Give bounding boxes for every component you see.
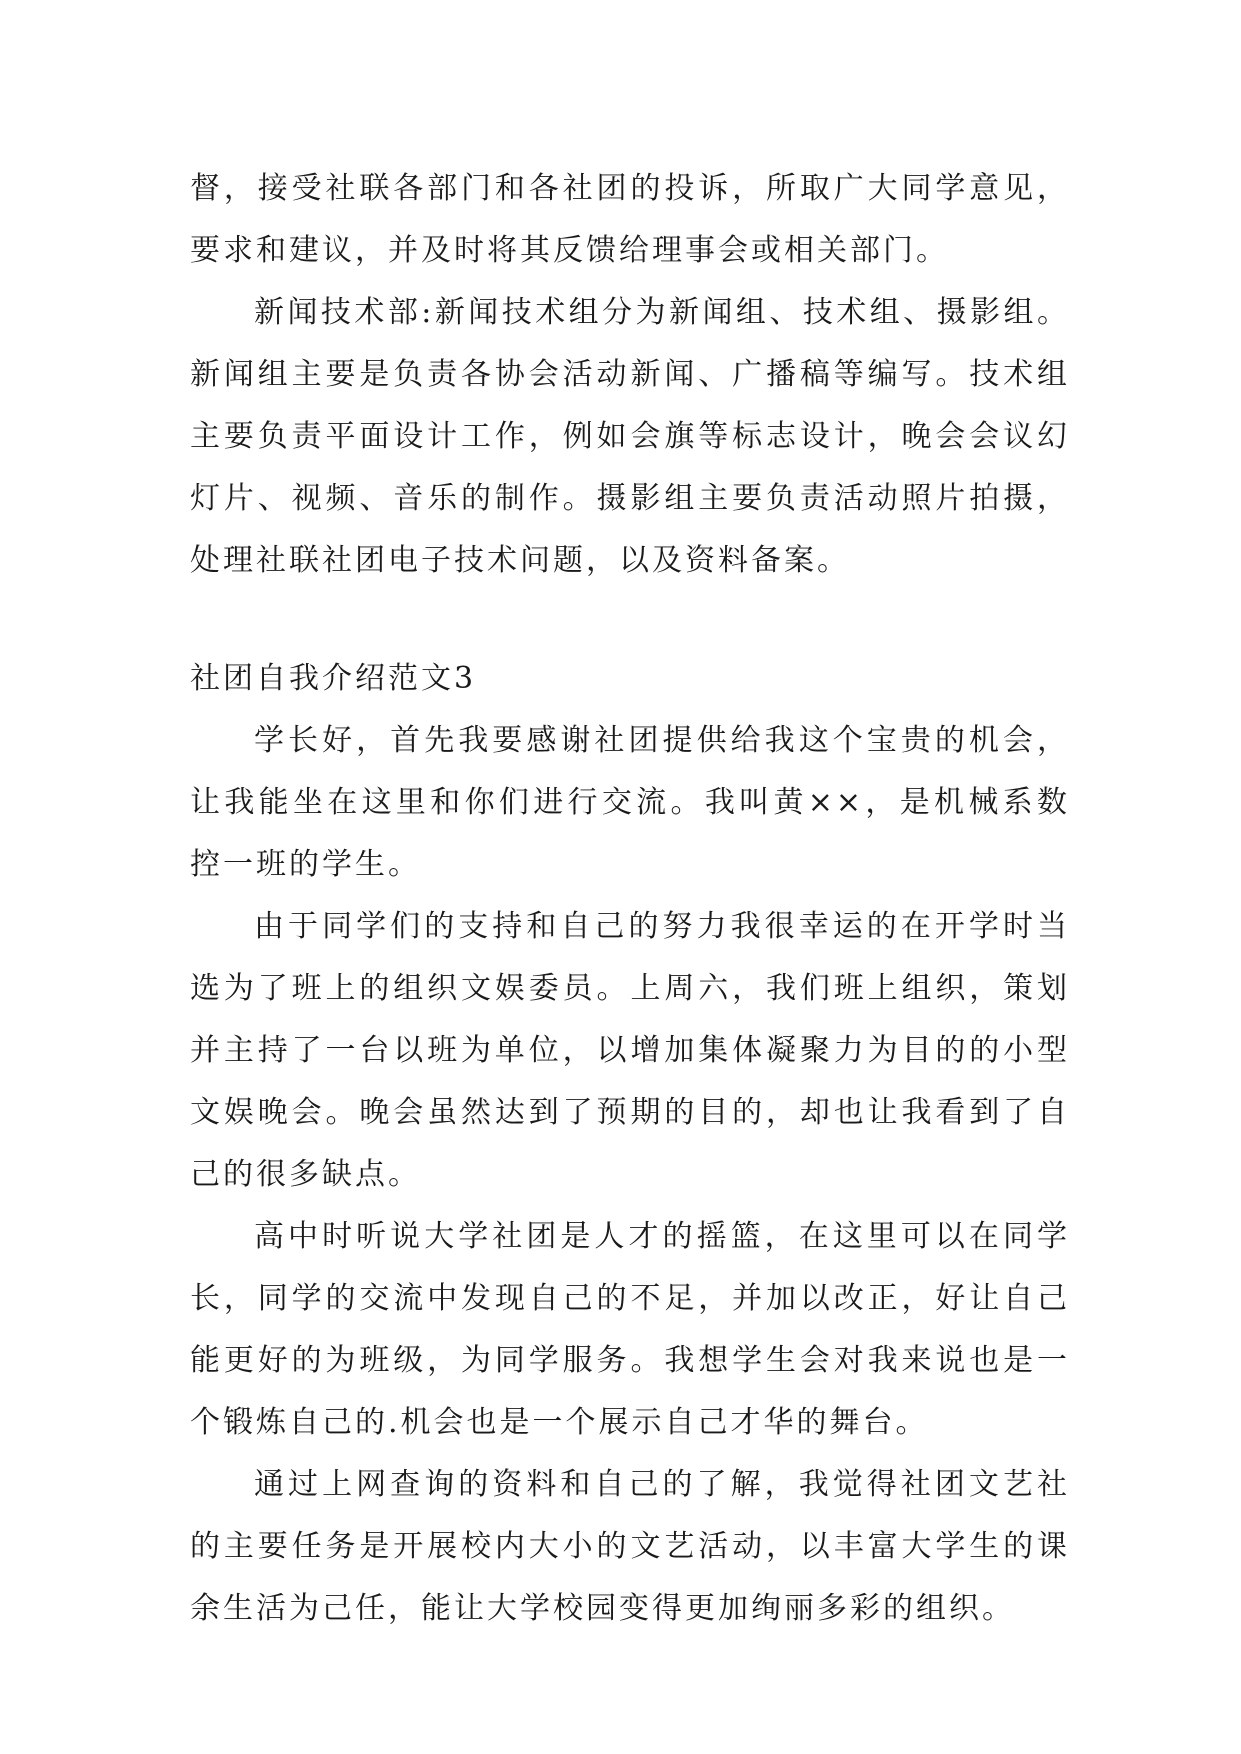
paragraph-news-tech-department: 新闻技术部:新闻技术组分为新闻组、技术组、摄影组。新闻组主要是负责各协会活动新闻、广播稿等编写。技术组主要负责平面设计工作，例如会旗等标志设计，晚会会议幻灯片、视频、音乐的制作。摄影组主要负责活动照片拍摄，处理社联社团电子技术问题，以及资料备案。 (190, 295, 1070, 578)
paragraph-class-committee: 由于同学们的支持和自己的努力我很幸运的在开学时当选为了班上的组织文娱委员。上周六，我们班上组织，策划并主持了一台以班为单位，以增加集体凝聚力为目的的小型文娱晚会。晚会虽然达到了预期的目的，却也让我看到了自己的很多缺点。 (190, 909, 1070, 1192)
document-body (190, 158, 1070, 1640)
paragraph-greeting: 学长好，首先我要感谢社团提供给我这个宝贵的机会，让我能坐在这里和你们进行交流。我叫黄××，是机械系数控一班的学生。 (190, 723, 1070, 882)
paragraph-arts-club-mission: 通过上网查询的资料和自己的了解，我觉得社团文艺社的主要任务是开展校内大小的文艺活动，以丰富大学生的课余生活为己任，能让大学校园变得更加绚丽多彩的组织。 (190, 1467, 1070, 1626)
paragraph-supervision-continued: 督，接受社联各部门和各社团的投诉，所取广大同学意见，要求和建议，并及时将其反馈给理事会或相关部门。 (190, 171, 1070, 268)
paragraph-club-cradle: 高中时听说大学社团是人才的摇篮，在这里可以在同学长，同学的交流中发现自己的不足，并加以改正，好让自己能更好的为班级，为同学服务。我想学生会对我来说也是一个锻炼自己的.机会也是一个展示自己才华的舞台。 (190, 1219, 1070, 1440)
section-title: 社团自我介绍范文3 (190, 661, 477, 696)
